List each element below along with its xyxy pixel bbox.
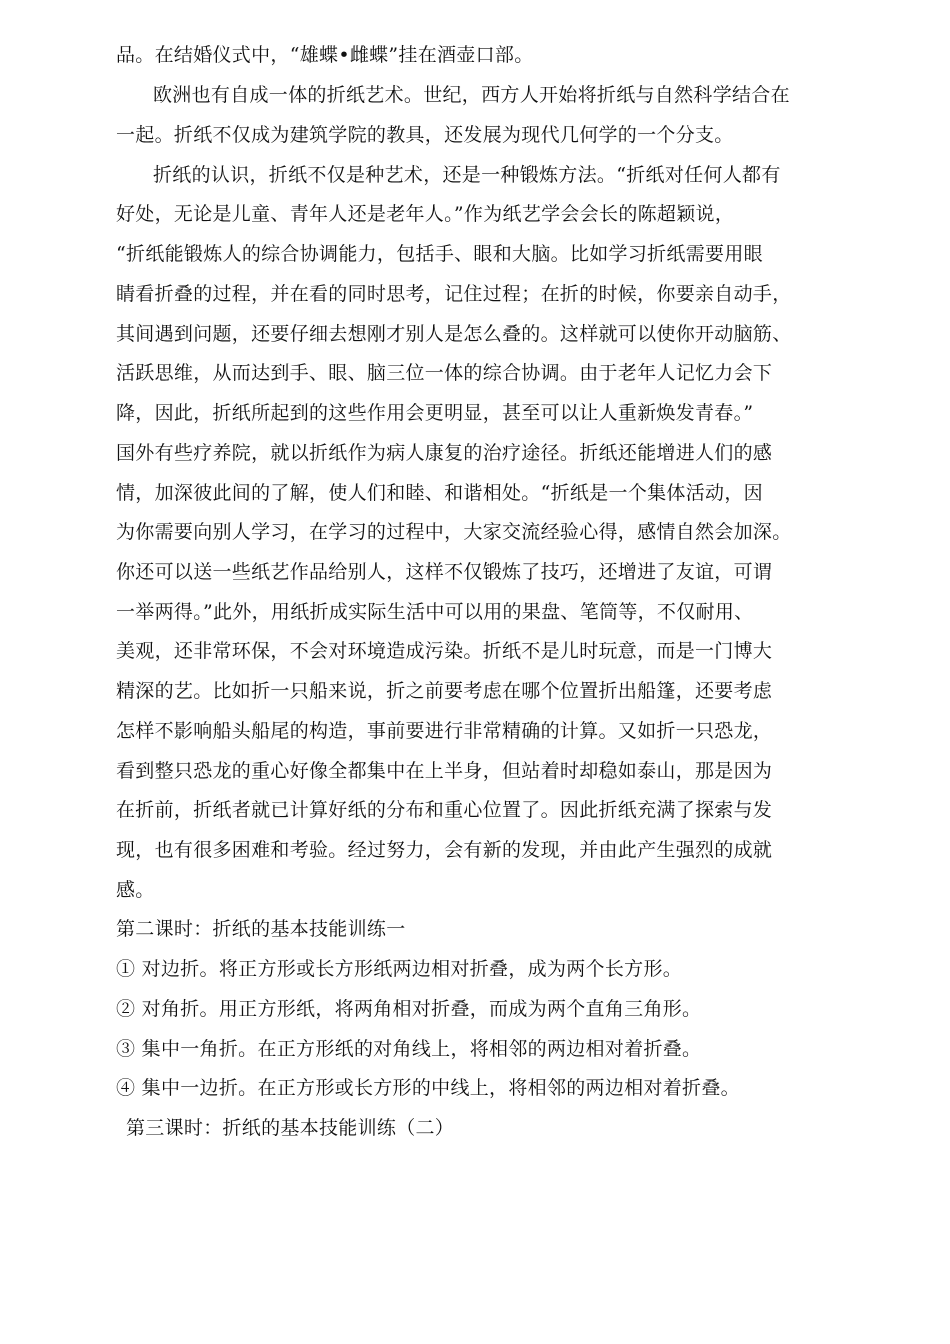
text-line: 降，因此，折纸所起到的这些作用会更明显，甚至可以让人重新焕发青春。” <box>116 402 754 424</box>
text-line: 为你需要向别人学习，在学习的过程中，大家交流经验心得，感情自然会加深。 <box>116 521 792 543</box>
text-line: 欧洲也有自成一体的折纸艺术。世纪，西方人开始将折纸与自然科学结合在 <box>153 84 790 106</box>
text-line: “折纸能锻炼人的综合协调能力，包括手、眼和大脑。比如学习折纸需要用眼 <box>116 243 763 265</box>
text-line: 情，加深彼此间的了解，使人们和睦、和谐相处。“折纸是一个集体活动，因 <box>116 482 763 504</box>
text-line: 你还可以送一些纸艺作品给别人，这样不仅锻炼了技巧，还增进了友谊，可谓 <box>116 561 773 583</box>
list-item: ④ 集中一边折。在正方形或长方形的中线上，将相邻的两边相对着折叠。 <box>116 1077 740 1099</box>
list-item: ① 对边折。将正方形或长方形纸两边相对折叠，成为两个长方形。 <box>116 958 683 980</box>
text-line: 美观，还非常环保，不会对环境造成污染。折纸不是儿时玩意，而是一门博大 <box>116 640 773 662</box>
text-line: 一举两得。”此外，用纸折成实际生活中可以用的果盘、笔筒等，不仅耐用、 <box>116 601 754 623</box>
list-item: ② 对角折。用正方形纸，将两角相对折叠，而成为两个直角三角形。 <box>116 998 702 1020</box>
list-item: ③ 集中一角折。在正方形纸的对角线上，将相邻的两边相对着折叠。 <box>116 1038 702 1060</box>
text-line: 精深的艺。比如折一只船来说，折之前要考虑在哪个位置折出船篷，还要考虑 <box>116 680 773 702</box>
text-line: 看到整只恐龙的重心好像全都集中在上半身，但站着时却稳如泰山，那是因为 <box>116 760 773 782</box>
lesson-3-heading: 第三课时：折纸的基本技能训练（二） <box>126 1117 455 1139</box>
text-line: 品。在结婚仪式中，“雄蝶•雌蝶”挂在酒壶口部。 <box>116 44 534 66</box>
text-line: 国外有些疗养院，就以折纸作为病人康复的治疗途径。折纸还能增进人们的感 <box>116 442 773 464</box>
text-line: 一起。折纸不仅成为建筑学院的教具，还发展为现代几何学的一个分支。 <box>116 124 734 146</box>
text-line: 折纸的认识，折纸不仅是种艺术，还是一种锻炼方法。“折纸对任何人都有 <box>153 164 781 186</box>
text-line: 怎样不影响船头船尾的构造，事前要进行非常精确的计算。又如折一只恐龙， <box>116 720 773 742</box>
text-line: 现，也有很多困难和考验。经过努力，会有新的发现，并由此产生强烈的成就 <box>116 839 773 861</box>
text-line: 感。 <box>116 879 155 901</box>
text-line: 好处，无论是儿童、青年人还是老年人。”作为纸艺学会会长的陈超颖说， <box>116 203 735 225</box>
text-line: 睛看折叠的过程，并在看的同时思考，记住过程；在折的时候，你要亲自动手， <box>116 283 792 305</box>
text-line: 活跃思维，从而达到手、眼、脑三位一体的综合协调。由于老年人记忆力会下 <box>116 362 773 384</box>
text-line: 其间遇到问题，还要仔细去想刚才别人是怎么叠的。这样就可以使你开动脑筋、 <box>116 323 792 345</box>
text-line: 在折前，折纸者就已计算好纸的分布和重心位置了。因此折纸充满了探索与发 <box>116 799 773 821</box>
lesson-2-heading: 第二课时：折纸的基本技能训练一 <box>116 918 406 940</box>
